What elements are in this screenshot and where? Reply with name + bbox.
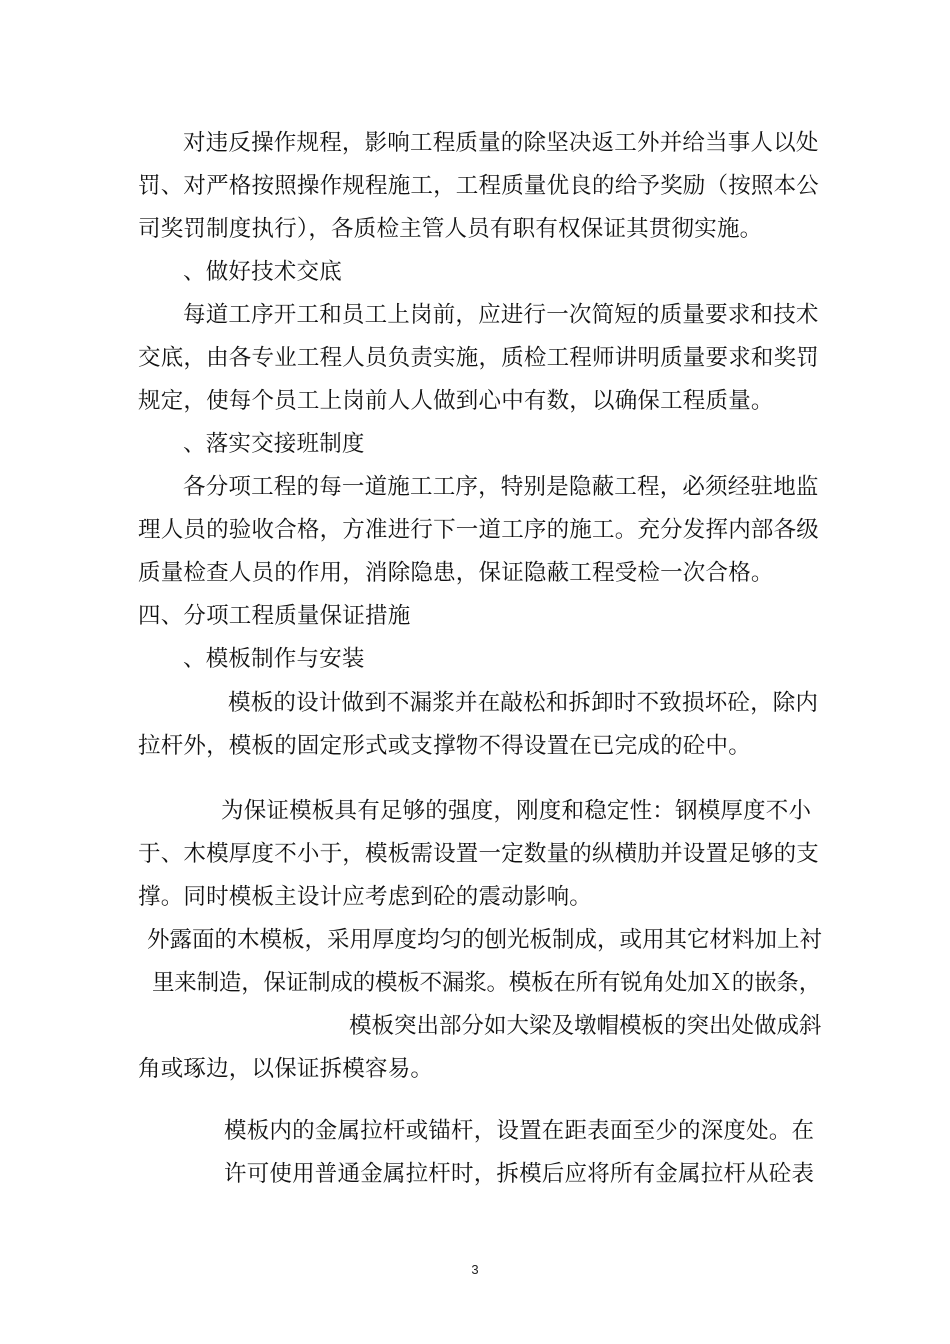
paragraph-line: 各分项工程的每一道施工工序，特别是隐蔽工程，必须经驻地监 <box>183 474 819 500</box>
section-heading: 、落实交接班制度 <box>183 431 365 457</box>
section-heading: 、做好技术交底 <box>183 259 342 285</box>
paragraph-line: 于、木模厚度不小于，模板需设置一定数量的纵横肋并设置足够的支 <box>138 841 820 867</box>
paragraph-line: 里来制造，保证制成的模板不漏浆。模板在所有锐角处加Ｘ的嵌条， <box>152 970 822 996</box>
paragraph-line: 罚、对严格按照操作规程施工，工程质量优良的给予奖励（按照本公 <box>138 173 820 199</box>
paragraph-line: 模板内的金属拉杆或锚杆，设置在距表面至少的深度处。在 <box>224 1118 815 1144</box>
paragraph-line: 规定，使每个员工上岗前人人做到心中有数，以确保工程质量。 <box>138 388 774 414</box>
paragraph-line: 外露面的木模板，采用厚度均匀的刨光板制成，或用其它材料加上衬 <box>147 927 823 953</box>
paragraph-line: 对违反操作规程，影响工程质量的除坚决返工外并给当事人以处 <box>183 130 819 156</box>
section-heading: 、模板制作与安装 <box>183 646 365 672</box>
paragraph-line: 为保证模板具有足够的强度，刚度和稳定性：钢模厚度不小 <box>221 798 812 824</box>
paragraph-line: 模板的设计做到不漏浆并在敲松和拆卸时不致损坏砼，除内 <box>228 690 819 716</box>
paragraph-line: 每道工序开工和员工上岗前，应进行一次简短的质量要求和技术 <box>183 302 819 328</box>
chapter-heading: 四、分项工程质量保证措施 <box>138 603 411 629</box>
paragraph-line: 交底，由各专业工程人员负责实施，质检工程师讲明质量要求和奖罚 <box>138 345 820 371</box>
paragraph-line: 角或琢边，以保证拆模容易。 <box>138 1056 434 1082</box>
paragraph-line: 许可使用普通金属拉杆时，拆模后应将所有金属拉杆从砼表 <box>224 1161 815 1187</box>
page-number: 3 <box>471 1262 479 1277</box>
paragraph-line: 质量检查人员的作用，消除隐患，保证隐蔽工程受检一次合格。 <box>138 560 774 586</box>
paragraph-line: 司奖罚制度执行），各质检主管人员有职有权保证其贯彻实施。 <box>138 216 763 242</box>
paragraph-line: 模板突出部分如大梁及墩帽模板的突出处做成斜 <box>349 1013 822 1039</box>
paragraph-line: 撑。同时模板主设计应考虑到砼的震动影响。 <box>138 884 593 910</box>
paragraph-line: 理人员的验收合格，方准进行下一道工序的施工。充分发挥内部各级 <box>138 517 820 543</box>
paragraph-line: 拉杆外，模板的固定形式或支撑物不得设置在已完成的砼中。 <box>138 733 751 759</box>
